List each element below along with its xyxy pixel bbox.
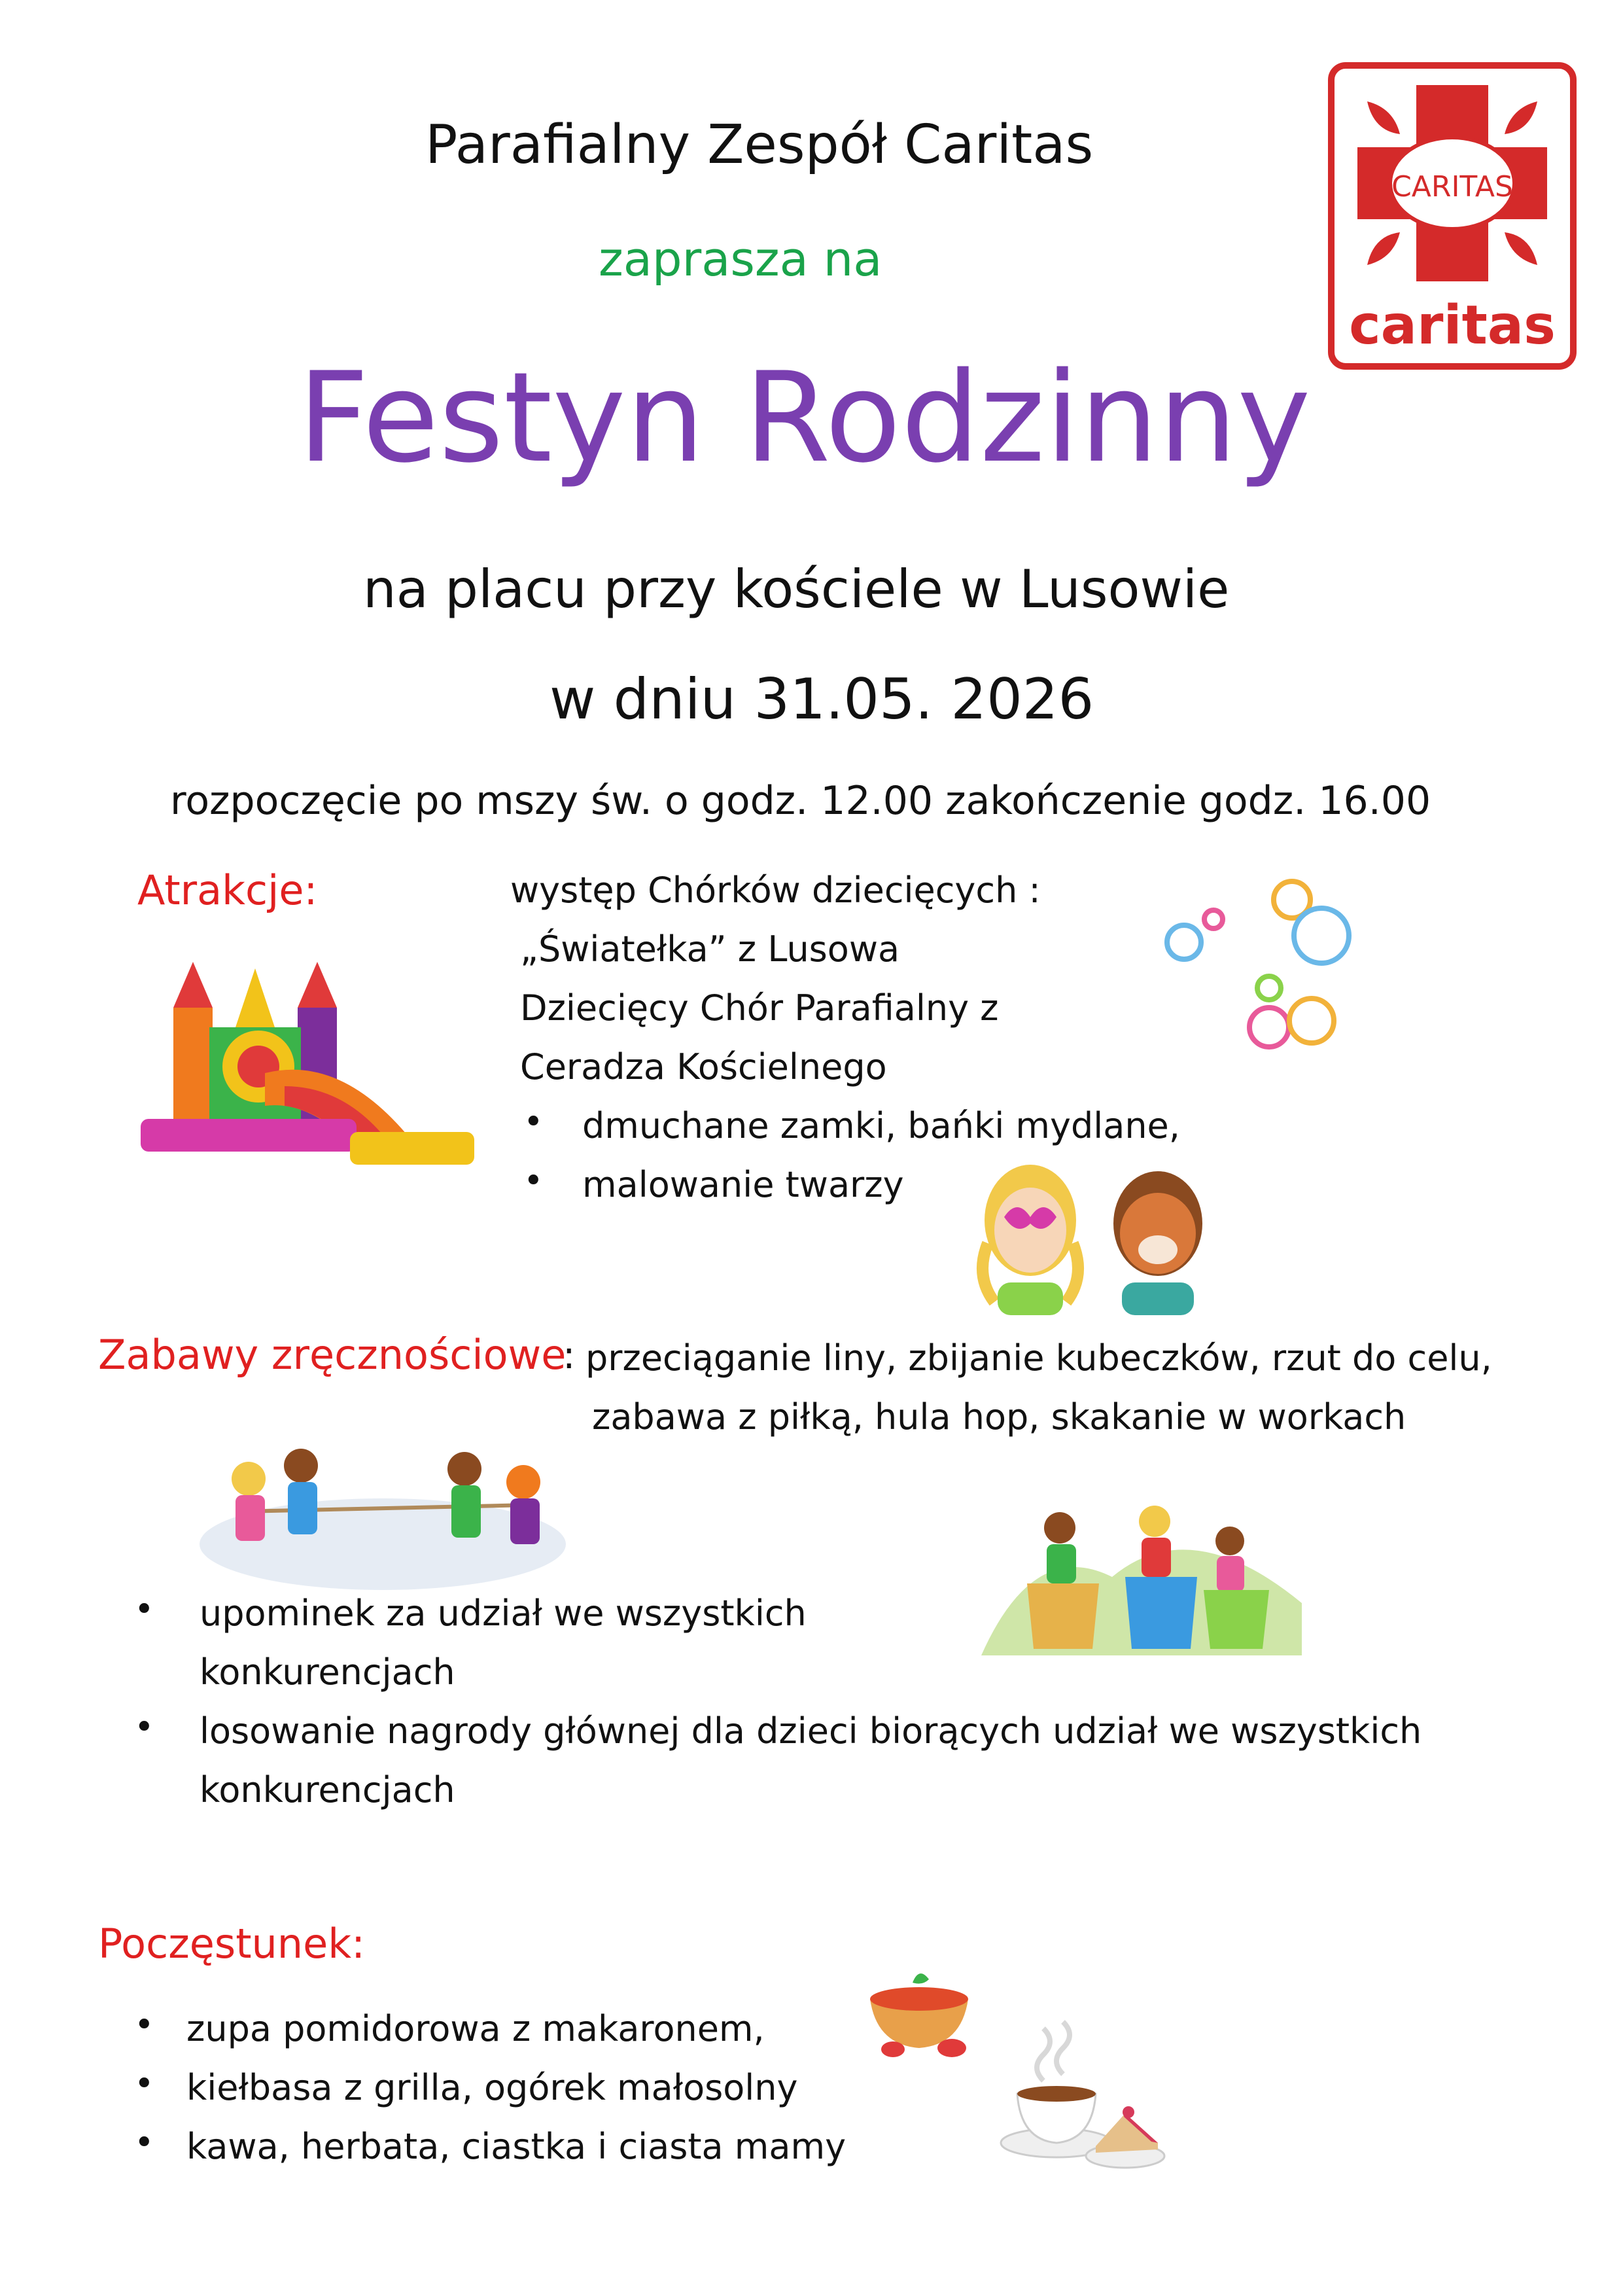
tug-of-war-icon [190,1426,576,1597]
prize-item-2-line2: konkurencjach [200,1769,455,1810]
prize-item-1-line2: konkurencjach [200,1651,455,1693]
sack-race-icon [981,1498,1302,1669]
refreshment-item: kiełbasa z grilla, ogórek małosolny [186,2067,798,2108]
date-text: w dniu 31.05. 2026 [550,667,1094,732]
bullet-icon: • [523,1103,544,1142]
games-line2: zabawa z piłką, hula hop, skakanie w workach [592,1396,1406,1438]
invites-text: zaprasza na [599,232,882,287]
bullet-icon: • [134,2064,154,2104]
organizer-name: Parafialny Zespół Caritas [425,114,1094,176]
page-title: Festyn Rodzinny [298,345,1311,490]
attraction-item: malowanie twarzy [582,1164,904,1205]
caritas-logo [1328,62,1577,370]
attractions-heading: Atrakcje: [137,866,318,914]
soup-bowl-icon [864,1963,975,2061]
games-heading-colon: : [563,1333,576,1377]
refreshment-item: zupa pomidorowa z makaronem, [186,2008,765,2049]
bullet-icon: • [134,2005,154,2045]
choir-swiatelka: „Światełka” z Lusowa [520,928,900,970]
bullet-icon: • [523,1161,544,1201]
logo-seal-text: CARITAS [1391,170,1513,203]
coffee-cake-icon [998,2015,1168,2176]
prize-item-2-line1: losowanie nagrody głównej dla dzieci biorących udział we wszystkich [200,1710,1422,1752]
face-painting-icon [962,1152,1223,1315]
prize-item-1-line1: upominek za udział we wszystkich [200,1593,807,1634]
refreshment-item: kawa, herbata, ciastka i ciasta mamy [186,2126,846,2167]
times-text: rozpoczęcie po mszy św. o godz. 12.00 zakończenie godz. 16.00 [170,778,1431,824]
choir-ceradz-line1: Dziecięcy Chór Parafialny z [520,987,999,1029]
attraction-item: dmuchane zamki, bańki mydlane, [582,1105,1180,1146]
games-heading: Zabawy zręcznościowe [98,1331,567,1379]
games-line1: przeciąganie liny, zbijanie kubeczków, rzut do celu, [585,1337,1492,1379]
location-text: na placu przy kościele w Lusowie [363,559,1230,620]
choir-intro: występ Chórków dziecięcych : [510,870,1041,911]
bullet-icon: • [134,1708,154,1747]
bouncy-castle-icon [134,936,487,1178]
choir-ceradz-line2: Ceradza Kościelnego [520,1046,887,1087]
bullet-icon: • [134,1590,154,1629]
logo-wordmark: caritas [1349,294,1556,357]
bullet-icon: • [134,2123,154,2163]
soap-bubbles-icon [1151,870,1387,1067]
refreshments-heading: Poczęstunek: [98,1920,366,1968]
